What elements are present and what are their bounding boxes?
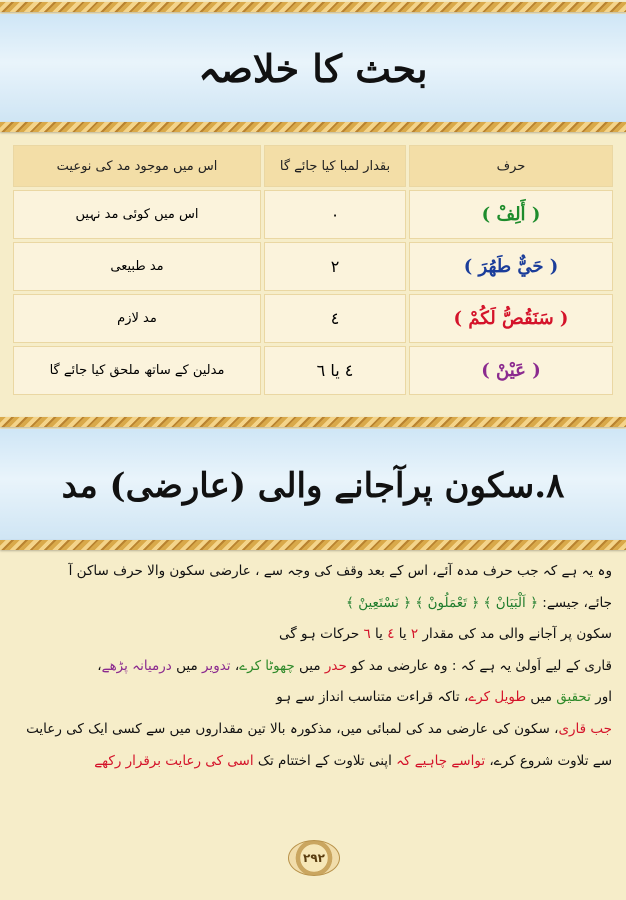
paragraph-line-6: جب قاری، سکون کی عارضی مد کی لمبائی میں، مذکورہ بالا تین مقداروں میں سے کسی ایک کی رعایت <box>26 720 612 737</box>
quran-examples: ﴿ اَلْبَيَانْ ﴾ ﴿ تَعْمَلُونْ ﴾ ﴿ نَسْتَعِينْ ﴾ <box>346 594 538 611</box>
paragraph-line-3: سکون پر آجانے والی مد کی مقدار ٢ یا ٤ یا ٦ حرکات ہو گی <box>278 626 612 643</box>
rope-border-top <box>0 2 626 12</box>
length-cell: ٤ یا ٦ <box>264 346 406 395</box>
length-cell: ٤ <box>264 294 406 343</box>
paragraph-line-5: اور تحقیق میں طویل کرے، تاکہ قراءت متناسب انداز سے ہو <box>276 689 612 706</box>
table-row <box>13 242 613 291</box>
table-row <box>13 190 613 239</box>
table-row <box>13 294 613 343</box>
section-title-arid: ٨.سکون پرآجانے والی (عارضی) مد <box>61 465 565 506</box>
rope-border-lower <box>0 540 626 550</box>
section-title-summary: بحث کا خلاصہ <box>198 45 428 91</box>
harf-cell: ( حَيٌّ طَهُرَ ) <box>463 256 559 277</box>
table-header-row <box>13 145 613 187</box>
type-cell: مدلین کے ساتھ ملحق کیا جائے گا <box>13 346 261 395</box>
paragraph-line-4: قاری کے لیے اَولیٰ یہ ہے کہ : وہ عارضی مد کو حدر میں چھوٹا کرے، تدویر میں درمیانہ پڑھے، <box>97 657 612 674</box>
harf-cell: ( عَيْنْ ) <box>481 360 541 381</box>
table-row <box>13 346 613 395</box>
paragraph <box>14 556 612 777</box>
section-banner-arid <box>0 429 626 541</box>
paragraph-line-7: سے تلاوت شروع کرے، تواسے چاہیے کہ اپنی تلاوت کے اختتام تک اسی کی رعایت برقرار رکھے <box>94 752 612 769</box>
page-number: ٢٩٢ <box>303 851 325 865</box>
type-cell: مد لازم <box>13 294 261 343</box>
header-type: اس میں موجود مد کی نوعیت <box>13 145 261 187</box>
section-banner-summary <box>0 14 626 122</box>
length-cell: ٠ <box>264 190 406 239</box>
rope-border-upper <box>0 122 626 132</box>
paragraph-line-2: جائے، جیسے: ﴿ اَلْبَيَانْ ﴾ ﴿ تَعْمَلُونْ ﴾ ﴿ نَسْتَعِينْ ﴾ <box>346 594 612 611</box>
header-harf: حرف <box>409 145 613 187</box>
harf-cell: ( أَلِفْ ) <box>481 204 541 225</box>
summary-table <box>10 142 616 398</box>
header-length: بقدار لمبا کیا جائے گا <box>264 145 406 187</box>
type-cell: اس میں کوئی مد نہیں <box>13 190 261 239</box>
type-cell: مد طبیعی <box>13 242 261 291</box>
rope-border-middle <box>0 417 626 427</box>
harf-cell: ( سَنَقُصُّ لَكُمْ ) <box>453 308 569 329</box>
length-cell: ٢ <box>264 242 406 291</box>
paragraph-line-1: وہ یہ ہے کہ جب حرف مدہ آئے، اس کے بعد وقف کی وجہ سے ، عارضی سکون والا حرف ساکن آ <box>68 563 612 579</box>
page-number-badge <box>288 840 340 876</box>
